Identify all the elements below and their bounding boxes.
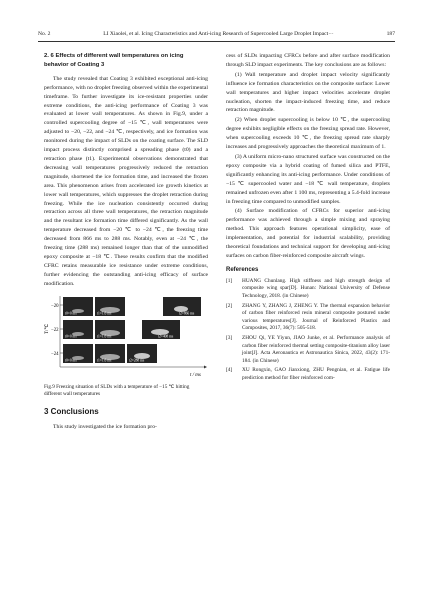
conclusions-intro: This study investigated the ice formation pro-: [53, 424, 157, 431]
reference-number: [4]: [226, 367, 233, 374]
reference-text: ZHOU Qi, YE Yiyun, JIAO Junke, et al. Performance analysis of carbon fiber reinforced thermal setting composite-titanium alloy laser joint[J]. Acta Aeronautica et Astronautica Sinica, 2022, 43(2): 171-184. (in Chinese): [242, 334, 390, 364]
fig9-row1-time3: t2=866 ms: [179, 311, 195, 316]
references-title: References: [226, 266, 259, 273]
fig9-x-label: t / ms: [190, 372, 201, 378]
reference-number: [1]: [226, 277, 233, 284]
section-3-title: 3 Conclusions: [44, 407, 99, 417]
fig9-row2-time2: t1=1.6 ms: [97, 334, 112, 339]
fig9-row1-time2: t1=1.6 ms: [97, 311, 112, 316]
right-column: [226, 52, 390, 382]
figure-9-caption-label: Fig.9: [44, 383, 55, 390]
reference-text: ZHANG Y, ZHANG J, ZHENG Y. The thermal expansion behavior of carbon fiber reinforced resin mineral composite postured under various temperatures[J]. Journal of Reinforced Plastics and Composites, 2017, 36(7): 505-518.: [242, 302, 390, 332]
reference-item: [226, 303, 390, 333]
fig9-row2-time1: t0=0 ms: [65, 334, 77, 339]
fig9-row3-time1: t0=0 ms: [65, 358, 77, 363]
conclusion-point-2: (2) When droplet supercooling is below 10 ℃, the supercooling degree exhibits negligible effects on the freezing spread rate. However, when supercooling exceeds 10 ℃, the freezing spread rate sharply increases and progressively approaches the theoretical maximum of 1.: [226, 117, 390, 151]
reference-text: HUANG Chunlang. High stiffness and high strength design of composite wing spar[D]. Hunan: National University of Defense Technology, 2018. (in Chinese): [242, 277, 390, 299]
fig9-row2-temp: −22: [51, 327, 59, 333]
running-header: [38, 28, 395, 40]
left-column: [44, 52, 208, 432]
running-title: LI Xiaolei, et al. Icing Characteristics and Anti-icing Research of Supercooled Large Droplet Impact···: [103, 31, 334, 37]
fig9-row2-time3: t2=408 ms: [158, 334, 174, 339]
conclusion-point-4: (4) Surface modification of CFRCs for superior anti-icing performance was achieved through a simple mixing and spraying method. This approach features operational simplicity, ease of implementation, and potential for industrial scalability, providing theoretical foundations and technical support for developing anti-icing surfaces on carbon fiber-reinforced composite aircraft wings.: [226, 208, 390, 259]
fig9-x-arrow: [204, 365, 207, 368]
reference-item: [226, 367, 390, 382]
fig9-row3-temp: −24: [51, 351, 59, 357]
figure-9-caption: [44, 384, 208, 399]
figure-9-caption-text: Freezing situation of SLDs with a temperature of −15 ℃ hitting different wall temperatures: [44, 383, 190, 397]
reference-number: [3]: [226, 334, 233, 341]
reference-number: [2]: [226, 302, 233, 309]
figure-9-image: [44, 294, 208, 382]
section-2-6-title: 2. 6 Effects of different wall temperatures on icing behavior of Coating 3: [44, 53, 184, 68]
fig9-row3-time2: t1=1.6 ms: [97, 358, 112, 363]
issue-number: No. 2: [38, 31, 51, 37]
fig9-y-label: T/℃: [45, 323, 50, 334]
conclusions-intro-continued: cess of SLDs impacting CFRCs before and after surface modification through SLD impact experiments. The key conclusions are as follows:: [226, 53, 390, 68]
header-rule: [38, 41, 395, 42]
conclusion-point-1: (1) Wall temperature and droplet impact velocity significantly influence ice formation characteristics on the composite surface: Lower wall temperatures and higher impact velocities accelerate droplet nucleation, shorten the impact-induced freezing time, and reduce retraction magnitude.: [226, 71, 390, 114]
figure-9: [44, 294, 208, 399]
fig9-row1-temp: −20: [51, 303, 59, 309]
page-number: 187: [386, 31, 395, 37]
conclusion-point-3: (3) A uniform micro-nano structured surface was constructed on the epoxy composite via a hybrid coating of fumed silica and PTFE, significantly enhancing its anti-icing performance. Under conditions of −15 ℃ supercooled water and −18 ℃ wall temperature, droplets remained unfrozen even after 1 100 ms, representing a 5.4-fold increase in freezing time compared to unmodified samples.: [226, 153, 390, 205]
section-2-6-paragraph: The study revealed that Coating 3 exhibited exceptional anti-icing performance, with no droplet freezing observed within the experimental timeframe. To further investigate its ice-resistant properties under extreme conditions, the anti-icing performance of Coating 3 was evaluated at lower wall temperatures. As shown in Fig.9, under a controlled supercooling degree of −15 ℃, wall temperatures were adjusted to −20, −22, and −24 ℃, respectively, and ice formation was monitored during the impact of SLDs on the coating surface. The SLD impact process distinctly comprised a spreading phase (t0) and a retraction phase (t1). Experimental observations demonstrated that decreasing wall temperatures progressively reduced the retraction magnitude, shortened the ice formation time, and increased the frozen area. This phenomenon arises from accelerated ice growth kinetics at lower wall temperatures, which suppresses the droplet retraction during freezing. While the ice nucleation consistently occurred during retraction across all three wall temperatures, the retraction magnitude and the resultant ice formation time differed significantly. As the wall temperature decreased from −20 ℃ to −24 ℃, the freezing time decreased from 866 ms to 288 ms. Notably, even at −24 ℃, the freezing time (288 ms) remained longer than that of the unmodified epoxy composite at −18 ℃. These results confirm that the modified CFRC retains measurable ice resistance under extreme conditions, further evidencing the outstanding anti-icing efficacy of surface modification.: [44, 75, 208, 287]
fig9-row1-time1: t0=0 ms: [65, 311, 77, 316]
reference-item: [226, 335, 390, 365]
reference-item: [226, 278, 390, 301]
fig9-row3-time3: t2=288 ms: [129, 358, 145, 363]
reference-text: XU Rongxin, GAO Jianxiong, ZHU Pengnian, et al. Fatigue life prediction method for fiber reinforced com-: [242, 367, 390, 381]
